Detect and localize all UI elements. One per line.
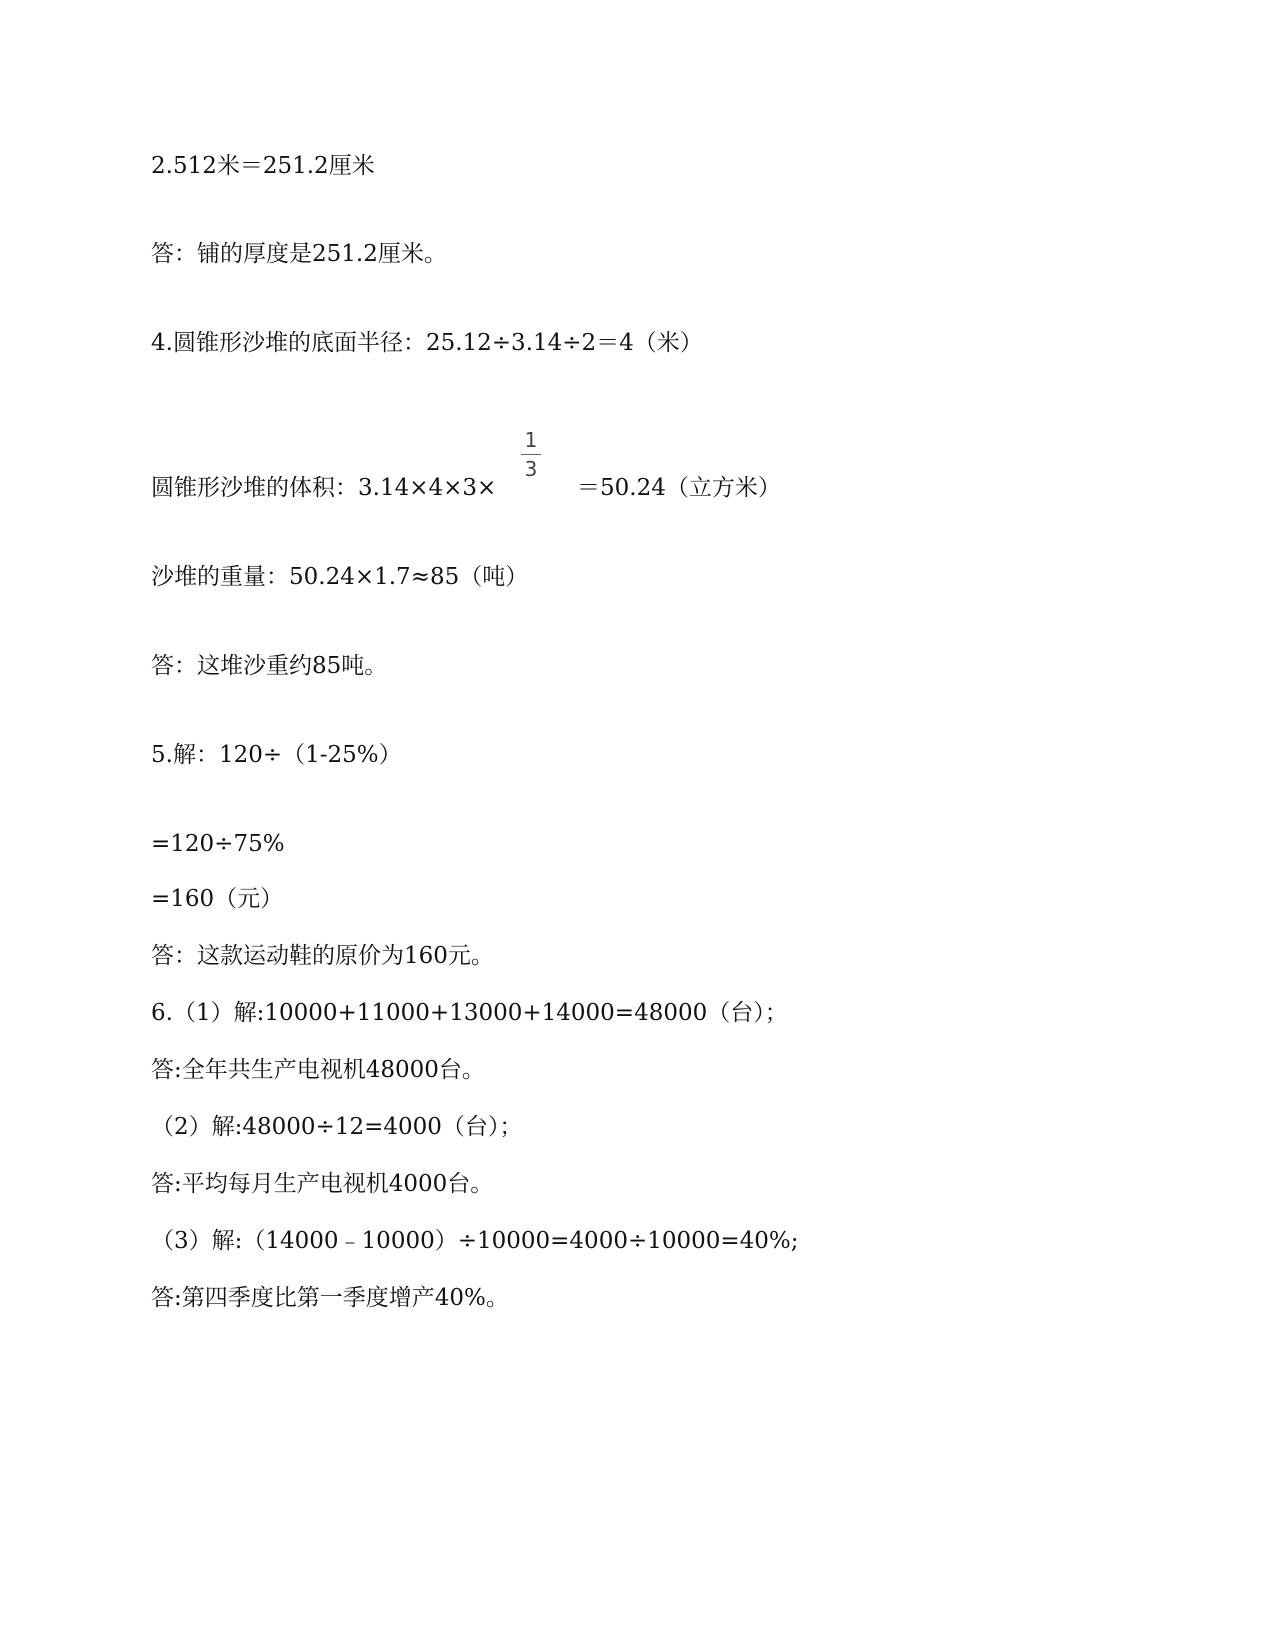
line-5: 答：这堆沙重约85吨。 bbox=[151, 653, 388, 679]
line-3: 圆锥形沙堆的体积：3.14×4×3× bbox=[151, 475, 497, 501]
fraction-bar bbox=[521, 454, 541, 455]
line-13: 答:平均每月生产电视机4000台。 bbox=[151, 1171, 494, 1197]
line-15: 答:第四季度比第一季度增产40%。 bbox=[151, 1285, 509, 1311]
line-2: 4.圆锥形沙堆的底面半径：25.12÷3.14÷2＝4（米） bbox=[151, 330, 703, 356]
fraction-numerator: 1 bbox=[524, 428, 538, 452]
line-4: 沙堆的重量：50.24×1.7≈85（吨） bbox=[151, 564, 529, 590]
line-10: 6.（1）解:10000+11000+13000+14000=48000（台）； bbox=[151, 1000, 788, 1026]
fraction-denominator: 3 bbox=[524, 457, 538, 481]
line-0: 2.512米＝251.2厘米 bbox=[151, 153, 375, 179]
line-9: 答：这款运动鞋的原价为160元。 bbox=[151, 943, 494, 969]
volume-result: ＝50.24（立方米） bbox=[577, 475, 781, 501]
line-7: =120÷75% bbox=[151, 831, 285, 857]
line-11: 答:全年共生产电视机48000台。 bbox=[151, 1057, 485, 1083]
line-1: 答：铺的厚度是251.2厘米。 bbox=[151, 241, 447, 267]
line-8: =160（元） bbox=[151, 886, 284, 912]
line-12: （2）解:48000÷12=4000（台）； bbox=[151, 1114, 523, 1140]
fraction-one-third bbox=[520, 428, 542, 481]
line-14: （3）解:（14000﹣10000）÷10000=4000÷10000=40%; bbox=[151, 1228, 799, 1254]
line-6: 5.解：120÷（1-25%） bbox=[151, 742, 402, 768]
